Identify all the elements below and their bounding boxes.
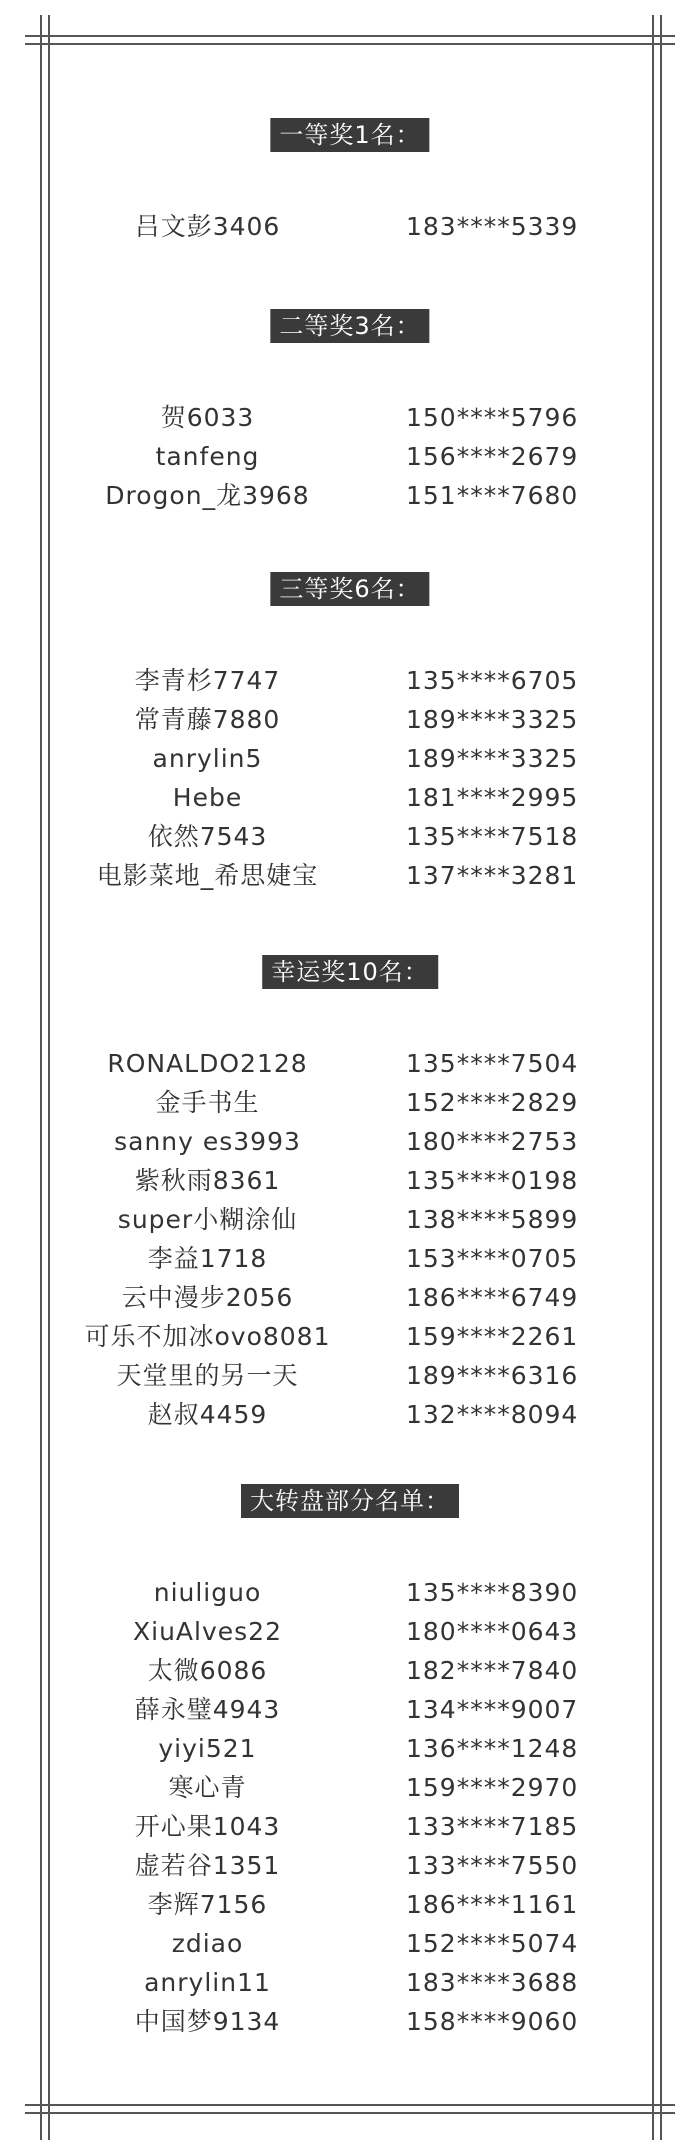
winner-row	[0, 1239, 700, 1278]
winner-row	[0, 856, 700, 895]
winner-row	[0, 817, 700, 856]
winner-rows	[0, 207, 700, 246]
winner-row	[0, 1083, 700, 1122]
winner-phone: 158****9060	[406, 2007, 579, 2036]
winner-row	[0, 778, 700, 817]
winner-rows	[0, 398, 700, 515]
winner-phone: 180****0643	[406, 1617, 579, 1646]
winner-phone: 135****0198	[406, 1166, 579, 1195]
section-title: 三等奖6名：	[270, 572, 429, 606]
winner-name: 电影菜地_希思婕宝	[96, 861, 319, 890]
winner-row	[0, 1651, 700, 1690]
winner-rows	[0, 661, 700, 895]
winner-phone: 189****6316	[406, 1361, 579, 1390]
winner-phone: 137****3281	[406, 861, 579, 890]
winner-name: 依然7543	[147, 822, 268, 851]
winner-phone: 159****2261	[406, 1322, 579, 1351]
winner-row	[0, 1317, 700, 1356]
winner-phone: 133****7550	[406, 1851, 579, 1880]
winner-phone: 151****7680	[406, 481, 579, 510]
winner-row	[0, 1122, 700, 1161]
winner-row	[0, 1200, 700, 1239]
section-title: 一等奖1名：	[270, 118, 429, 152]
winner-row	[0, 1729, 700, 1768]
winner-name: 紫秋雨8361	[134, 1166, 281, 1195]
winner-phone: 180****2753	[406, 1127, 579, 1156]
winner-name: 虚若谷1351	[134, 1851, 281, 1880]
winner-phone: 156****2679	[406, 442, 579, 471]
winner-row	[0, 1573, 700, 1612]
winner-name: 太微6086	[147, 1656, 268, 1685]
winner-phone: 135****7504	[406, 1049, 579, 1078]
winner-row	[0, 1356, 700, 1395]
winner-phone: 150****5796	[406, 403, 579, 432]
winner-name: 赵叔4459	[147, 1400, 268, 1429]
winner-row	[0, 437, 700, 476]
winner-phone: 138****5899	[406, 1205, 579, 1234]
winner-name: 可乐不加冰ovo8081	[84, 1322, 331, 1351]
winner-name: yiyi521	[158, 1734, 257, 1763]
winner-name: 李益1718	[147, 1244, 268, 1273]
section-title: 幸运奖10名：	[262, 955, 438, 989]
winner-phone: 181****2995	[406, 783, 579, 812]
winner-name: 李辉7156	[147, 1890, 268, 1919]
winner-row	[0, 1278, 700, 1317]
winner-row	[0, 1395, 700, 1434]
winner-name: 薛永璧4943	[134, 1695, 281, 1724]
winner-phone: 135****8390	[406, 1578, 579, 1607]
winner-row	[0, 1768, 700, 1807]
winner-phone: 153****0705	[406, 1244, 579, 1273]
winner-phone: 189****3325	[406, 744, 579, 773]
winner-name: zdiao	[171, 1929, 244, 1958]
winner-name: 吕文彭3406	[134, 212, 281, 241]
winner-phone: 135****7518	[406, 822, 579, 851]
section-title: 大转盘部分名单：	[241, 1484, 459, 1518]
winner-phone: 189****3325	[406, 705, 579, 734]
winner-phone: 186****1161	[406, 1890, 579, 1919]
winner-name: 寒心青	[168, 1773, 247, 1802]
winner-row	[0, 207, 700, 246]
winner-name: 常青藤7880	[134, 705, 281, 734]
winner-row	[0, 1690, 700, 1729]
winner-phone: 182****7840	[406, 1656, 579, 1685]
winner-row	[0, 476, 700, 515]
winner-row	[0, 1612, 700, 1651]
winner-row	[0, 700, 700, 739]
winner-name: 开心果1043	[134, 1812, 281, 1841]
winner-name: 金手书生	[155, 1088, 260, 1117]
winner-phone: 134****9007	[406, 1695, 579, 1724]
winner-name: 云中漫步2056	[121, 1283, 294, 1312]
winner-name: niuliguo	[153, 1578, 262, 1607]
winner-name: Drogon_龙3968	[105, 481, 310, 510]
winner-row	[0, 398, 700, 437]
winner-row	[0, 2002, 700, 2041]
winner-phone: 132****8094	[406, 1400, 579, 1429]
winner-phone: 152****2829	[406, 1088, 579, 1117]
winner-name: Hebe	[172, 783, 243, 812]
winner-name: anrylin11	[144, 1968, 271, 1997]
winner-row	[0, 1924, 700, 1963]
winner-row	[0, 1885, 700, 1924]
winner-row	[0, 1807, 700, 1846]
winner-name: 贺6033	[160, 403, 255, 432]
winner-name: RONALDO2128	[107, 1049, 308, 1078]
winner-name: sanny es3993	[114, 1127, 301, 1156]
winner-row	[0, 739, 700, 778]
winner-row	[0, 661, 700, 700]
winner-name: 中国梦9134	[134, 2007, 281, 2036]
winner-row	[0, 1846, 700, 1885]
winner-phone: 135****6705	[406, 666, 579, 695]
winner-rows	[0, 1573, 700, 2041]
winner-phone: 133****7185	[406, 1812, 579, 1841]
winner-rows	[0, 1044, 700, 1434]
winner-name: super小糊涂仙	[117, 1205, 298, 1234]
winner-row	[0, 1963, 700, 2002]
section-title: 二等奖3名：	[270, 309, 429, 343]
winner-phone: 136****1248	[406, 1734, 579, 1763]
winner-name: tanfeng	[155, 442, 260, 471]
winner-phone: 152****5074	[406, 1929, 579, 1958]
winner-row	[0, 1044, 700, 1083]
winner-name: 李青杉7747	[134, 666, 281, 695]
winner-name: 天堂里的另一天	[116, 1361, 299, 1390]
winner-row	[0, 1161, 700, 1200]
winner-phone: 183****5339	[406, 212, 579, 241]
winner-name: XiuAlves22	[133, 1617, 282, 1646]
winner-phone: 183****3688	[406, 1968, 579, 1997]
winner-phone: 159****2970	[406, 1773, 579, 1802]
winner-name: anrylin5	[152, 744, 263, 773]
winner-phone: 186****6749	[406, 1283, 579, 1312]
